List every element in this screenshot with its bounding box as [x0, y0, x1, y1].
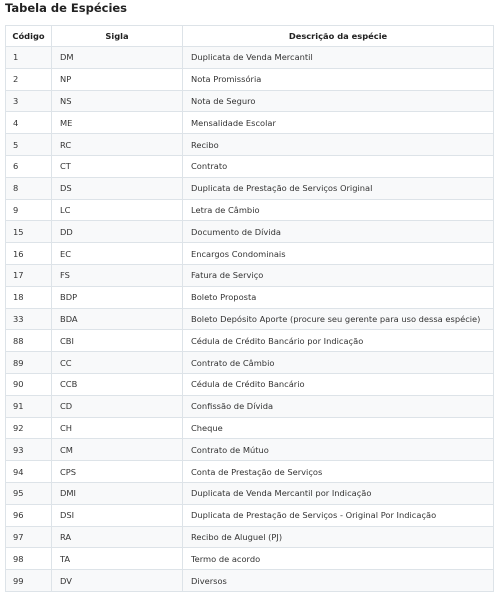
cell-sigla: CM — [52, 439, 183, 461]
table-row — [6, 308, 494, 330]
cell-sigla: CCB — [52, 373, 183, 395]
cell-sigla: TA — [52, 548, 183, 570]
cell-sigla: NS — [52, 90, 183, 112]
cell-sigla: DSI — [52, 504, 183, 526]
cell-codigo: 95 — [6, 482, 52, 504]
header-row — [6, 26, 494, 47]
table-row — [6, 461, 494, 483]
cell-descricao: Diversos — [183, 570, 494, 592]
cell-descricao: Cheque — [183, 417, 494, 439]
table-row — [6, 330, 494, 352]
cell-sigla: LC — [52, 199, 183, 221]
table-row — [6, 570, 494, 592]
cell-codigo: 99 — [6, 570, 52, 592]
cell-sigla: BDP — [52, 286, 183, 308]
cell-codigo: 5 — [6, 134, 52, 156]
cell-sigla: CPS — [52, 461, 183, 483]
cell-descricao: Recibo — [183, 134, 494, 156]
cell-sigla: RA — [52, 526, 183, 548]
cell-sigla: NP — [52, 68, 183, 90]
header-sigla: Sigla — [52, 26, 183, 47]
table-row — [6, 504, 494, 526]
cell-descricao: Contrato de Mútuo — [183, 439, 494, 461]
header-codigo: Código — [6, 26, 52, 47]
table-row — [6, 177, 494, 199]
table-row — [6, 526, 494, 548]
cell-codigo: 9 — [6, 199, 52, 221]
cell-descricao: Boleto Depósito Aporte (procure seu gerente para uso dessa espécie) — [183, 308, 494, 330]
cell-descricao: Contrato — [183, 155, 494, 177]
cell-sigla: BDA — [52, 308, 183, 330]
cell-codigo: 15 — [6, 221, 52, 243]
cell-codigo: 33 — [6, 308, 52, 330]
cell-codigo: 17 — [6, 264, 52, 286]
cell-descricao: Conta de Prestação de Serviços — [183, 461, 494, 483]
cell-sigla: DV — [52, 570, 183, 592]
table-row — [6, 264, 494, 286]
cell-codigo: 3 — [6, 90, 52, 112]
cell-codigo: 16 — [6, 243, 52, 265]
page-title: Tabela de Espécies — [5, 1, 128, 15]
table-row — [6, 90, 494, 112]
cell-codigo: 92 — [6, 417, 52, 439]
cell-descricao: Encargos Condominais — [183, 243, 494, 265]
table-row — [6, 373, 494, 395]
table-row — [6, 47, 494, 69]
cell-sigla: FS — [52, 264, 183, 286]
table-row — [6, 134, 494, 156]
cell-codigo: 89 — [6, 352, 52, 374]
cell-descricao: Contrato de Câmbio — [183, 352, 494, 374]
cell-sigla: EC — [52, 243, 183, 265]
cell-descricao: Cédula de Crédito Bancário por Indicação — [183, 330, 494, 352]
table-header — [6, 26, 494, 47]
table-row — [6, 286, 494, 308]
cell-sigla: ME — [52, 112, 183, 134]
cell-descricao: Termo de acordo — [183, 548, 494, 570]
cell-codigo: 93 — [6, 439, 52, 461]
cell-descricao: Nota de Seguro — [183, 90, 494, 112]
cell-sigla: DS — [52, 177, 183, 199]
cell-sigla: CT — [52, 155, 183, 177]
table-row — [6, 155, 494, 177]
table-row — [6, 352, 494, 374]
cell-sigla: DMI — [52, 482, 183, 504]
cell-codigo: 97 — [6, 526, 52, 548]
cell-descricao: Duplicata de Prestação de Serviços Original — [183, 177, 494, 199]
cell-sigla: DM — [52, 47, 183, 69]
cell-descricao: Mensalidade Escolar — [183, 112, 494, 134]
table-row — [6, 221, 494, 243]
table-row — [6, 548, 494, 570]
cell-descricao: Boleto Proposta — [183, 286, 494, 308]
cell-codigo: 1 — [6, 47, 52, 69]
table-row — [6, 68, 494, 90]
cell-descricao: Nota Promissória — [183, 68, 494, 90]
cell-descricao: Duplicata de Venda Mercantil — [183, 47, 494, 69]
table-row — [6, 243, 494, 265]
table-row — [6, 112, 494, 134]
cell-descricao: Documento de Dívida — [183, 221, 494, 243]
cell-codigo: 96 — [6, 504, 52, 526]
cell-codigo: 94 — [6, 461, 52, 483]
cell-codigo: 90 — [6, 373, 52, 395]
cell-descricao: Letra de Câmbio — [183, 199, 494, 221]
cell-sigla: CH — [52, 417, 183, 439]
table-row — [6, 395, 494, 417]
cell-descricao: Recibo de Aluguel (PJ) — [183, 526, 494, 548]
cell-sigla: CD — [52, 395, 183, 417]
cell-codigo: 88 — [6, 330, 52, 352]
cell-codigo: 4 — [6, 112, 52, 134]
cell-sigla: CC — [52, 352, 183, 374]
cell-descricao: Duplicata de Venda Mercantil por Indicação — [183, 482, 494, 504]
table-body — [6, 47, 494, 592]
cell-codigo: 98 — [6, 548, 52, 570]
cell-descricao: Duplicata de Prestação de Serviços - Original Por Indicação — [183, 504, 494, 526]
table-row — [6, 439, 494, 461]
cell-descricao: Fatura de Serviço — [183, 264, 494, 286]
cell-codigo: 91 — [6, 395, 52, 417]
cell-descricao: Confissão de Dívida — [183, 395, 494, 417]
cell-sigla: DD — [52, 221, 183, 243]
header-descricao: Descrição da espécie — [183, 26, 494, 47]
table-row — [6, 199, 494, 221]
cell-codigo: 8 — [6, 177, 52, 199]
cell-codigo: 18 — [6, 286, 52, 308]
cell-sigla: RC — [52, 134, 183, 156]
cell-descricao: Cédula de Crédito Bancário — [183, 373, 494, 395]
especies-table — [5, 25, 494, 592]
cell-sigla: CBI — [52, 330, 183, 352]
cell-codigo: 2 — [6, 68, 52, 90]
cell-codigo: 6 — [6, 155, 52, 177]
table-row — [6, 417, 494, 439]
table-row — [6, 482, 494, 504]
